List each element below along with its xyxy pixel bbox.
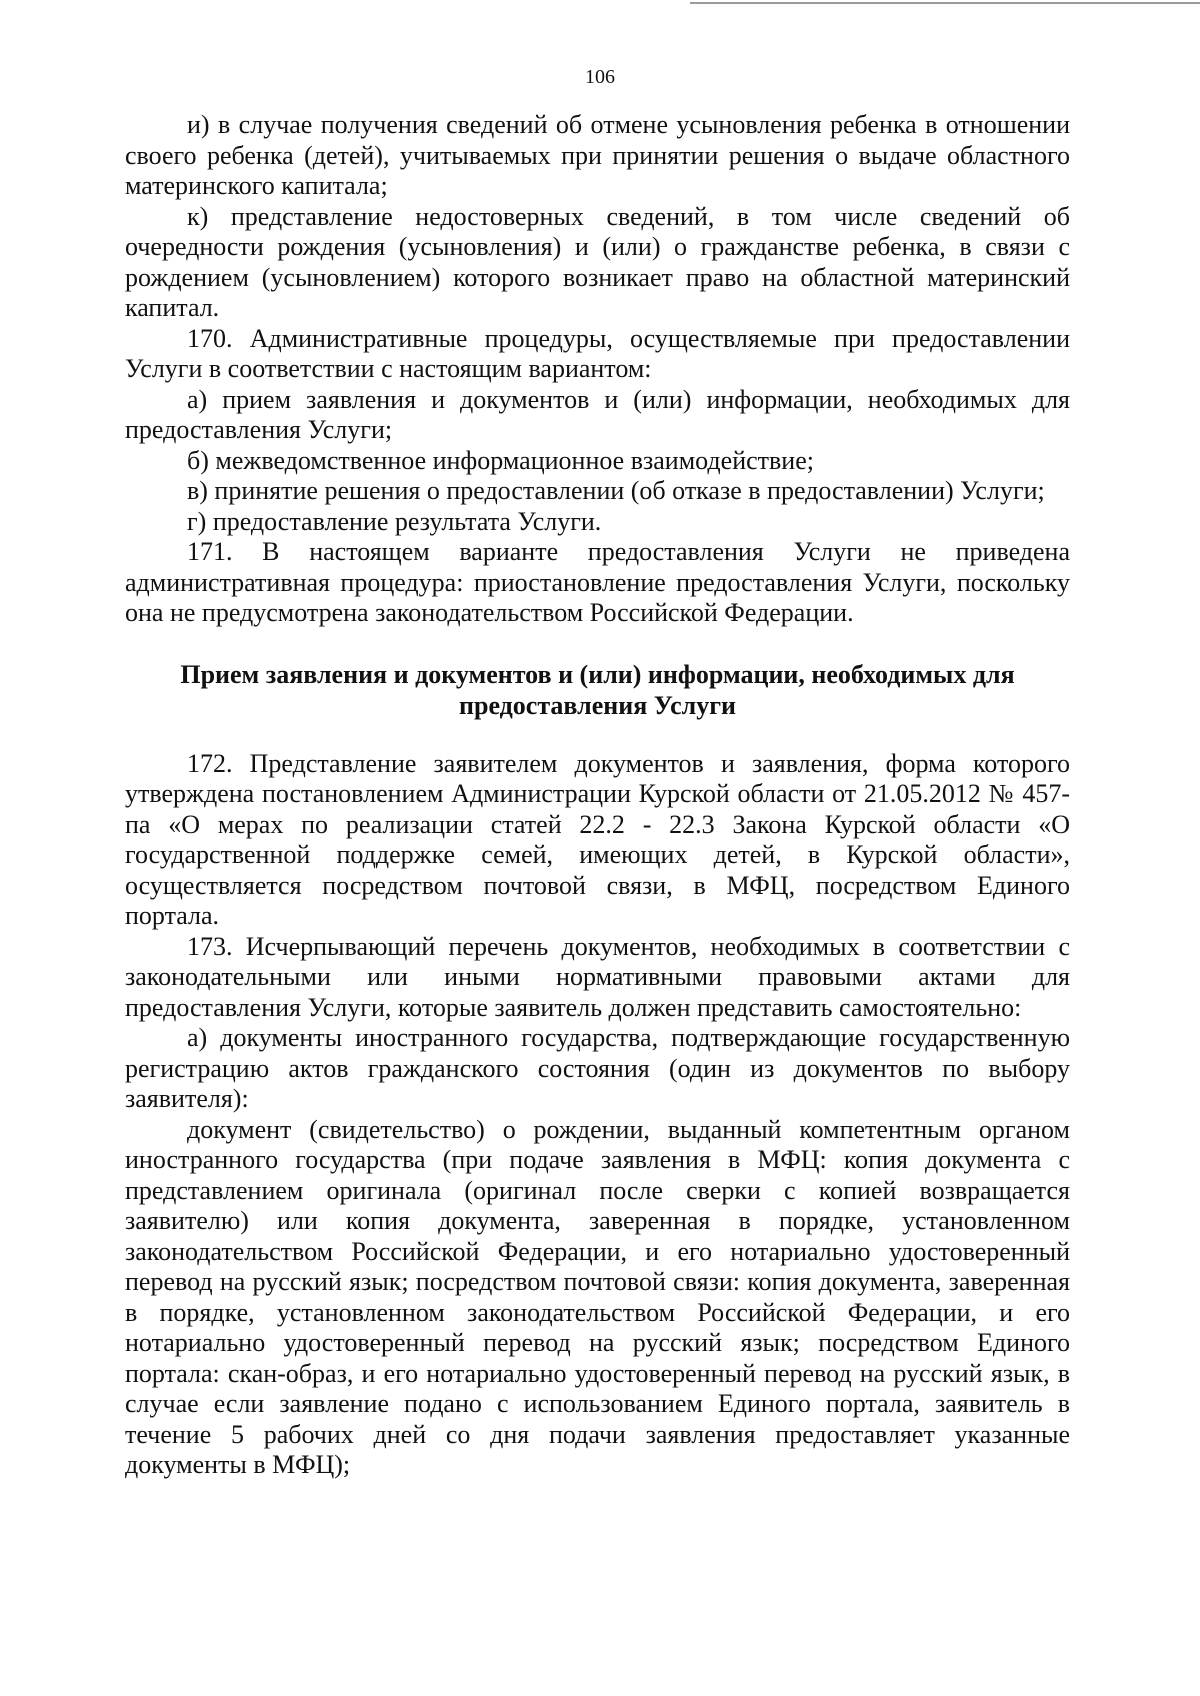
page-number: 106 (585, 66, 615, 88)
paragraph-171: 171. В настоящем варианте предоставления Услуги не приведена административная процедура: приостановление предоставления Услуги, поскольку она не предусмотрена законодательством Российской Федерации. (125, 537, 1070, 627)
paragraph-170-a: а) прием заявления и документов и (или) информации, необходимых для предоставления Услуги; (125, 384, 1070, 444)
paragraph-item-k: к) представление недостоверных сведений, в том числе сведений об очередности рождения (усыновления) и (или) о гражданстве ребенка, в связи с рождением (усыновлением) которого возникает право на областной материнский капитал. (125, 201, 1070, 322)
paragraph-170-g: г) предоставление результата Услуги. (187, 506, 602, 536)
section-heading: Прием заявления и документов и (или) информации, необходимых для предоставления Услуги (180, 659, 1015, 720)
paragraph-170-v: в) принятие решения о предоставлении (об отказе в предоставлении) Услуги; (187, 476, 1045, 505)
paragraph-170: 170. Административные процедуры, осуществляемые при предоставлении Услуги в соответствии с настоящим вариантом: (125, 323, 1070, 383)
paragraph-170-b: б) межведомственное информационное взаимодействие; (187, 445, 814, 475)
paragraph-item-i: и) в случае получения сведений об отмене усыновления ребенка в отношении своего ребенка (детей), учитываемых при принятии решения о выдаче областного материнского капитала; (125, 110, 1070, 200)
document-body (125, 110, 1070, 1481)
paragraph-173-a: а) документы иностранного государства, подтверждающие государственную регистрацию актов гражданского состояния (один из документов по выбору заявителя): (125, 1023, 1070, 1113)
paragraph-173: 173. Исчерпывающий перечень документов, необходимых в соответствии с законодательными или иными нормативными правовыми актами для предоставления Услуги, которые заявитель должен представить самостоятельно: (125, 931, 1070, 1022)
paragraph-172: 172. Представление заявителем документов и заявления, форма которого утверждена постановлением Администрации Курской области от 21.05.2012 № 457-па «О мерах по реализации статей 22.2 - 22.3 Закона Курской области «О государственной поддержке семей, имеющих детей, в Курской области», осуществляется посредством почтовой связи, в МФЦ, посредством Единого портала. (125, 748, 1070, 930)
paragraph-birth-certificate: документ (свидетельство) о рождении, выданный компетентным органом иностранного государства (при подаче заявления в МФЦ: копия документа с представлением оригинала (оригинал после сверки с копией возвращается заявителю) или копия документа, заверенная в порядке, установленном законодательством Российской Федерации, и его нотариально удостоверенный перевод на русский язык; посредством почтовой связи: копия документа, заверенная в порядке, установленном законодательством Российской Федерации, и его нотариально удостоверенный перевод на русский язык; посредством Единого портала: скан-образ, и его нотариально удостоверенный перевод на русский язык, в случае если заявление подано с использованием Единого портала, заявитель в течение 5 рабочих дней со дня подачи заявления предоставляет указанные документы в МФЦ); (125, 1114, 1070, 1479)
